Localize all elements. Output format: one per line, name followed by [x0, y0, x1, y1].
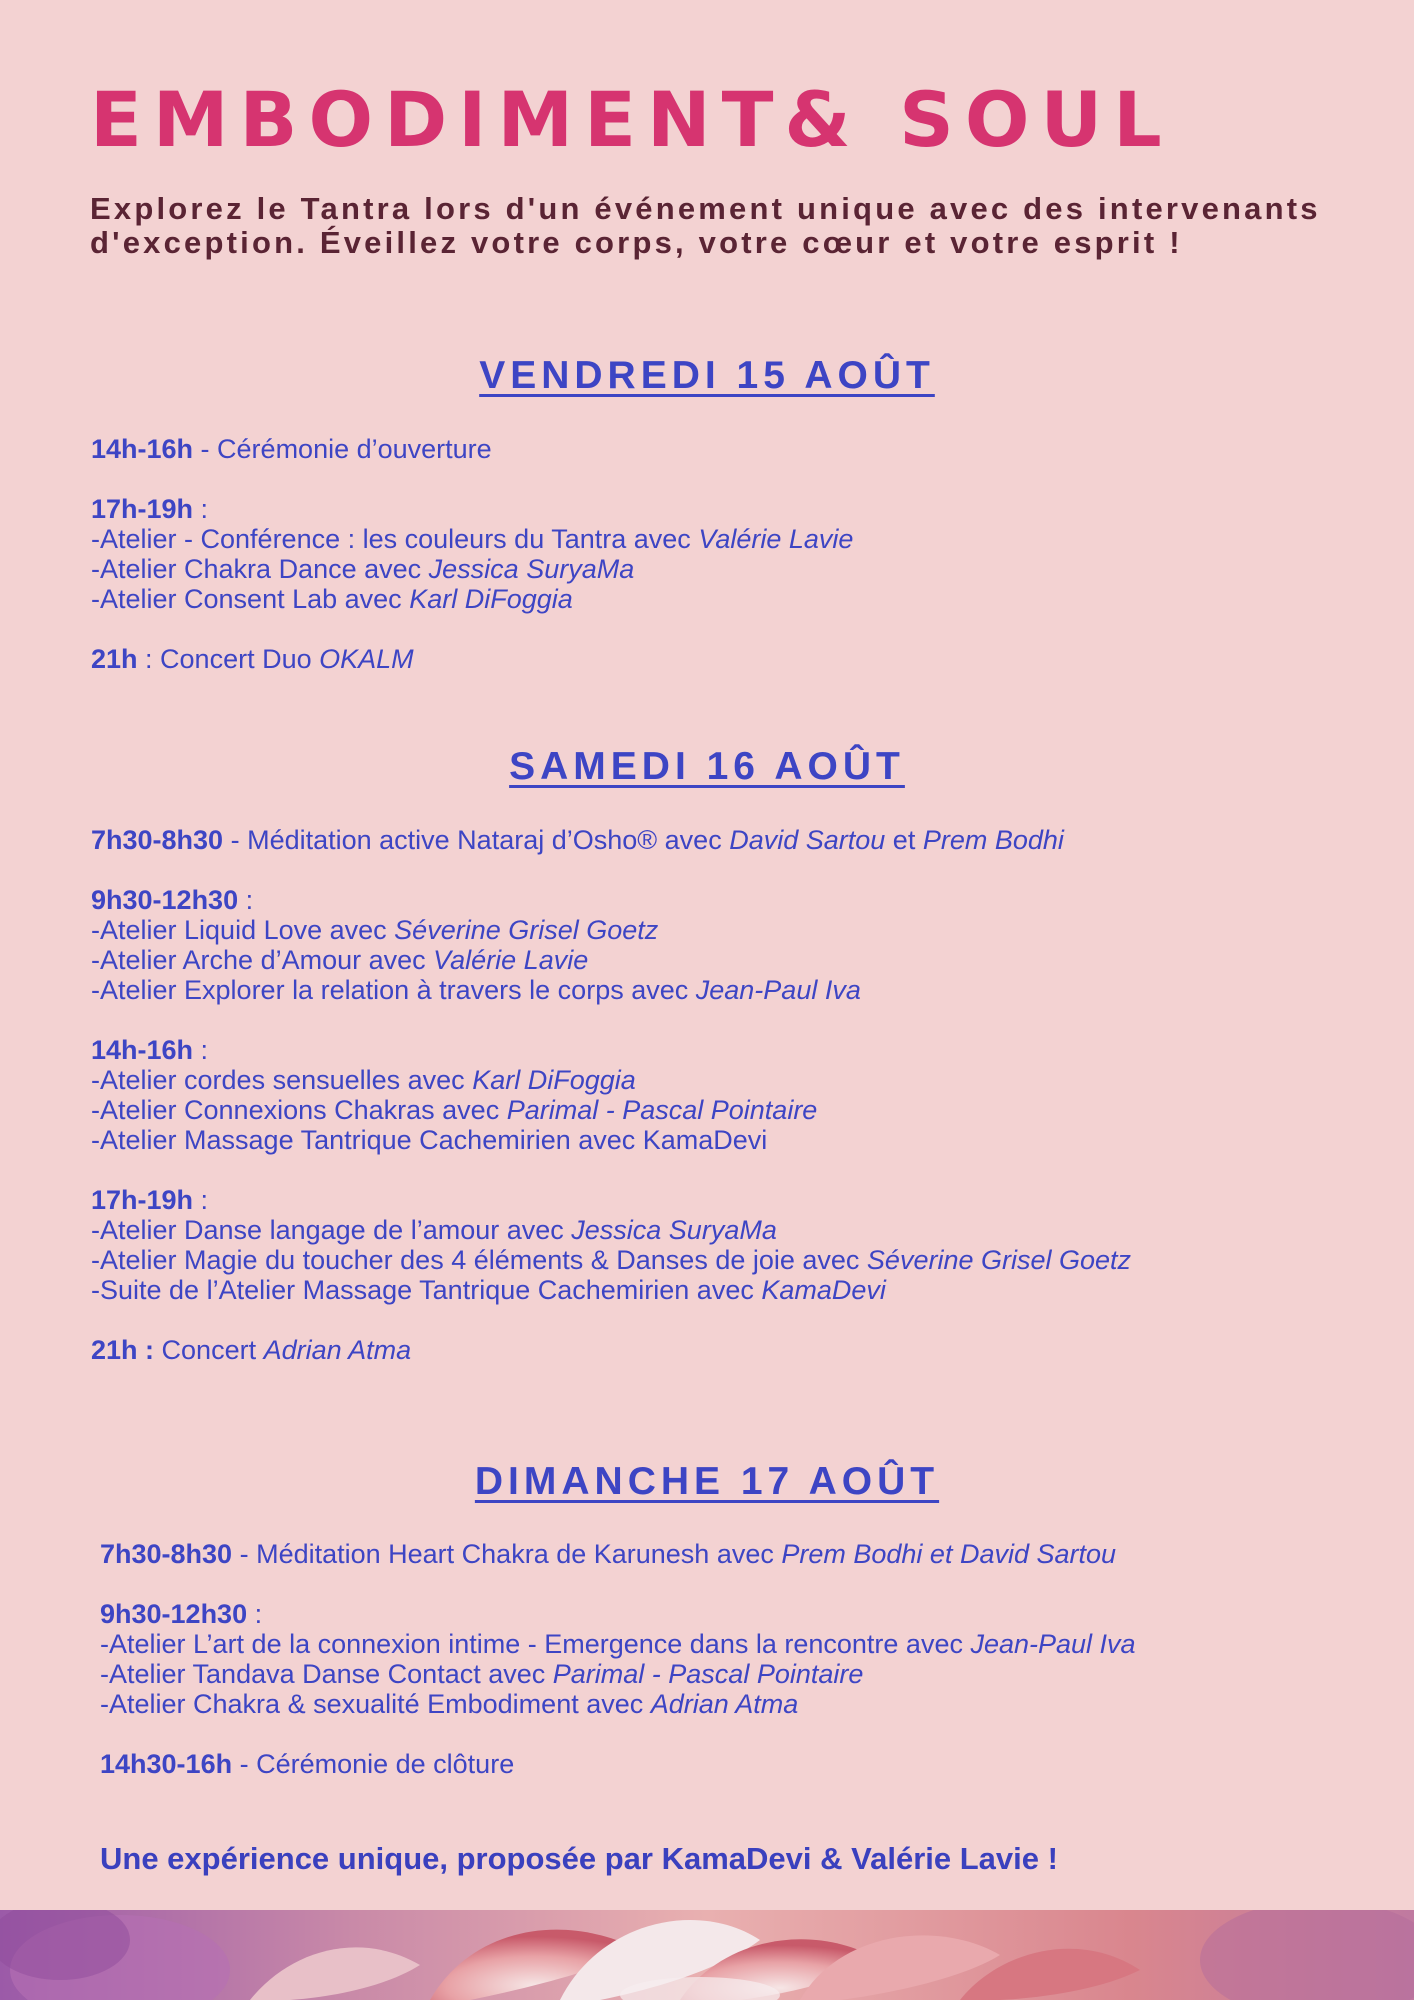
- workshop-line: [91, 1275, 1131, 1305]
- speaker-name: Jean-Paul Iva: [695, 975, 861, 1005]
- slot-time: 21h: [91, 644, 138, 674]
- slot-item: [91, 1335, 1131, 1365]
- event-title: EMBODIMENT& SOUL: [90, 75, 1173, 164]
- slot-text: :: [193, 1035, 209, 1065]
- speaker-name: Adrian Atma: [263, 1335, 412, 1365]
- speaker-name: Jean-Paul Iva: [970, 1629, 1136, 1659]
- closing-statement: Une expérience unique, proposée par KamaDevi & Valérie Lavie !: [100, 1841, 1058, 1876]
- slot-time: 7h30-8h30: [100, 1539, 233, 1569]
- workshop-title: -Atelier Danse langage de l’amour avec: [91, 1215, 572, 1245]
- speaker-name: Parimal - Pascal Pointaire: [506, 1095, 818, 1125]
- workshop-title: -Atelier Massage Tantrique Cachemirien avec KamaDevi: [91, 1125, 768, 1155]
- slot-time: 14h-16h: [91, 434, 194, 464]
- workshop-title: -Atelier L’art de la connexion intime - Emergence dans la rencontre avec: [100, 1629, 971, 1659]
- slot-item: [100, 1749, 1136, 1779]
- workshop-title: -Atelier Magie du toucher des 4 éléments & Danses de joie avec: [91, 1245, 867, 1275]
- slot-item: [100, 1539, 1136, 1569]
- friday-program: [91, 434, 853, 674]
- workshop-line: [91, 524, 853, 554]
- workshop-title: -Atelier cordes sensuelles avec: [91, 1065, 473, 1095]
- slot-text: - Cérémonie de clôture: [232, 1749, 515, 1779]
- sunday-program: [100, 1539, 1136, 1779]
- slot-text: : Concert Duo: [137, 644, 320, 674]
- workshop-title: -Atelier Liquid Love avec: [91, 915, 395, 945]
- flower-photo-strip: [0, 1910, 1414, 2000]
- slot-item: [91, 644, 853, 674]
- workshop-line: [91, 975, 1131, 1005]
- slot-text: - Méditation Heart Chakra de Karunesh avec: [232, 1539, 782, 1569]
- speaker-name: Valérie Lavie: [698, 524, 854, 554]
- slot-time: 17h-19h: [91, 1185, 194, 1215]
- speaker-name: David Sartou: [729, 825, 886, 855]
- slot-text: :: [247, 1599, 263, 1629]
- speaker-name: OKALM: [319, 644, 414, 674]
- workshop-line: [100, 1659, 1136, 1689]
- flower-illustration: [0, 1910, 1414, 2000]
- slot-time: 14h30-16h: [100, 1749, 233, 1779]
- workshop-line: [91, 915, 1131, 945]
- speaker-name: Prem Bodhi et David Sartou: [781, 1539, 1117, 1569]
- slot-time: 9h30-12h30: [100, 1599, 248, 1629]
- slot-time: 17h-19h: [91, 494, 194, 524]
- workshop-line: [91, 945, 1131, 975]
- workshop-title: -Atelier Explorer la relation à travers le corps avec: [91, 975, 696, 1005]
- event-intro: Explorez le Tantra lors d'un événement unique avec des intervenants d'exception. Éveillez votre corps, votre cœur et votre esprit !: [90, 191, 1321, 260]
- slot-text: :: [238, 885, 254, 915]
- slot-item: [91, 494, 853, 524]
- workshop-line: [91, 1095, 1131, 1125]
- day-heading-friday: VENDREDI 15 AOÛT: [479, 354, 935, 397]
- speaker-name: Jessica SuryaMa: [428, 554, 635, 584]
- slot-item: [91, 825, 1131, 855]
- slot-text: et: [885, 825, 923, 855]
- speaker-name: Prem Bodhi: [922, 825, 1064, 855]
- workshop-line: [91, 584, 853, 614]
- slot-item: [91, 885, 1131, 915]
- saturday-program: [91, 825, 1131, 1365]
- speaker-name: KamaDevi: [761, 1275, 886, 1305]
- slot-time: 21h :: [91, 1335, 155, 1365]
- speaker-name: Karl DiFoggia: [472, 1065, 636, 1095]
- speaker-name: Karl DiFoggia: [409, 584, 573, 614]
- slot-text: Concert: [154, 1335, 264, 1365]
- workshop-title: -Atelier Consent Lab avec: [91, 584, 410, 614]
- workshop-line: [100, 1689, 1136, 1719]
- workshop-title: -Atelier Chakra & sexualité Embodiment avec: [100, 1689, 651, 1719]
- speaker-name: Adrian Atma: [650, 1689, 799, 1719]
- slot-text: :: [193, 494, 209, 524]
- slot-time: 14h-16h: [91, 1035, 194, 1065]
- workshop-line: [91, 1065, 1131, 1095]
- slot-item: [91, 434, 853, 464]
- speaker-name: Séverine Grisel Goetz: [394, 915, 659, 945]
- speaker-name: Valérie Lavie: [433, 945, 589, 975]
- workshop-title: -Suite de l’Atelier Massage Tantrique Cachemirien avec: [91, 1275, 762, 1305]
- workshop-line: [100, 1629, 1136, 1659]
- workshop-title: -Atelier Connexions Chakras avec: [91, 1095, 507, 1125]
- workshop-line: [91, 1245, 1131, 1275]
- workshop-line: [91, 1125, 1131, 1155]
- speaker-name: Jessica SuryaMa: [571, 1215, 777, 1245]
- slot-item: [100, 1599, 1136, 1629]
- workshop-title: -Atelier Tandava Danse Contact avec: [100, 1659, 553, 1689]
- workshop-title: -Atelier Chakra Dance avec: [91, 554, 429, 584]
- workshop-line: [91, 1215, 1131, 1245]
- speaker-name: Parimal - Pascal Pointaire: [552, 1659, 864, 1689]
- slot-text: :: [193, 1185, 209, 1215]
- slot-text: - Cérémonie d’ouverture: [193, 434, 492, 464]
- workshop-title: -Atelier - Conférence : les couleurs du Tantra avec: [91, 524, 699, 554]
- day-heading-sunday: DIMANCHE 17 AOÛT: [474, 1460, 940, 1503]
- slot-time: 7h30-8h30: [91, 825, 224, 855]
- slot-item: [91, 1035, 1131, 1065]
- workshop-line: [91, 554, 853, 584]
- slot-text: - Méditation active Nataraj d’Osho® avec: [223, 825, 730, 855]
- speaker-name: Séverine Grisel Goetz: [866, 1245, 1132, 1275]
- day-heading-saturday: SAMEDI 16 AOÛT: [509, 745, 905, 788]
- slot-item: [91, 1185, 1131, 1215]
- slot-time: 9h30-12h30: [91, 885, 239, 915]
- workshop-title: -Atelier Arche d’Amour avec: [91, 945, 434, 975]
